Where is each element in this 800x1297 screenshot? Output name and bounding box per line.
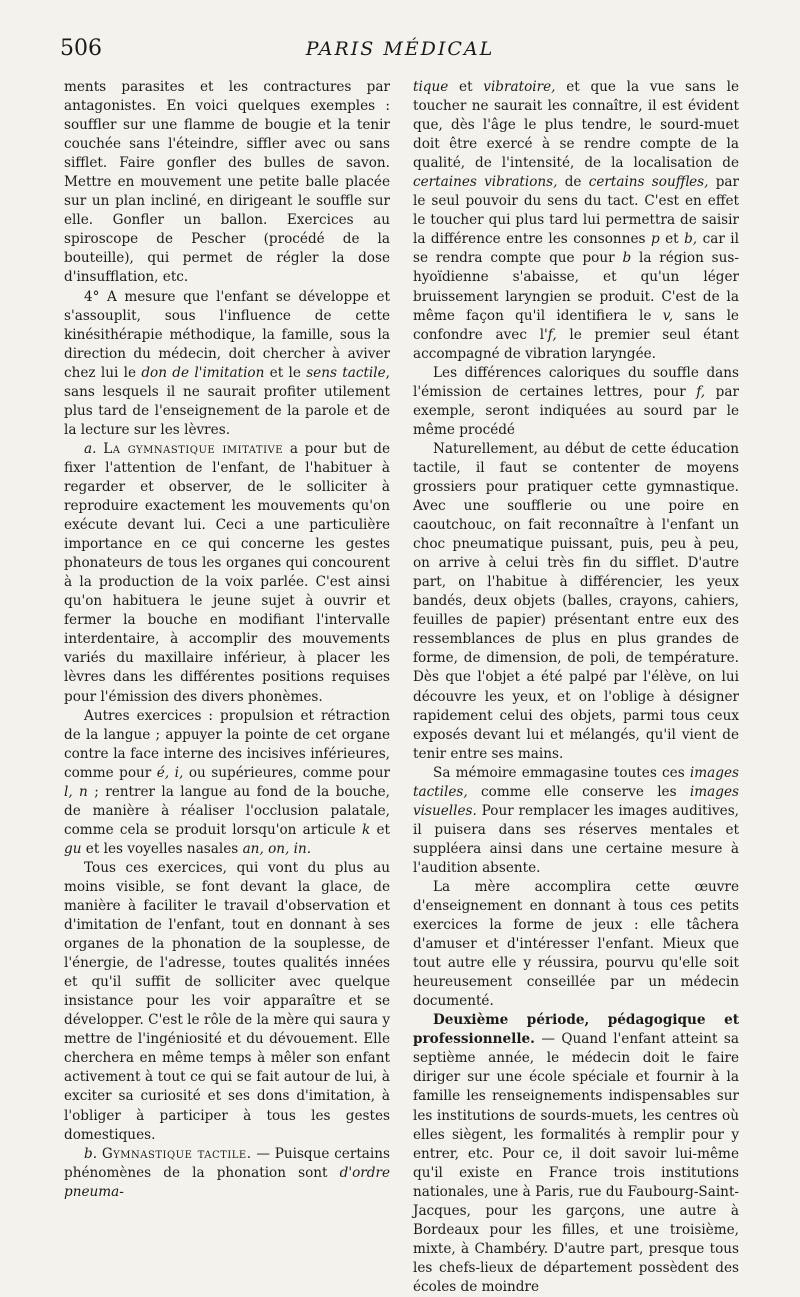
running-title: PARIS MÉDICAL — [305, 38, 495, 60]
right-column — [413, 78, 739, 1297]
page-number: 506 — [60, 36, 102, 61]
paragraph: Deuxième période, pédagogique et professionnelle. — Quand l'enfant atteint sa septième année, le médecin doit le faire diriger sur une école spéciale et fournir à la famille les renseignements indispensables sur les institutions de sourds-muets, les centres où elles siègent, les formalités à remplir pour y entrer, etc. Pour ce, il doit savoir lui-même qu'il existe en France trois institutions nationales, une à Paris, rue du Faubourg-Saint-Jacques, pour les garçons, une autre à Bordeaux pour les filles, et une troisième, mixte, à Chambéry. D'autre part, presque tous les chefs-lieux de département possèdent des écoles de moindre — [413, 1012, 739, 1295]
paragraph: Naturellement, au début de cette éducation tactile, il faut se contenter de moyens grossiers pour pratiquer cette gymnastique. Avec une soufflerie ou une poire en caoutchouc, on fait reconnaître à l'enfant un choc pneumatique puissant, puis, peu à peu, on arrive à celui très fin du sifflet. D'autre part, on l'habitue à différencier, les yeux bandés, deux objets (balles, crayons, cahiers, feuilles de papier) présentant entre eux des ressemblances de plus en plus grandes de forme, de dimension, de poli, de température. Dès que l'objet a été palpé par l'élève, on lui découvre les yeux, et on l'oblige à désigner rapidement celui des objets, parmi tous ceux exposés devant lui et mélangés, qu'il vient de tenir entre ses mains. — [413, 440, 739, 762]
paragraph: ments parasites et les contractures par antagonistes. En voici quelques exemples : souffler sur une flamme de bougie et la tenir couchée sans l'éteindre, siffler avec ou sans sifflet. Faire gonfler des bulles de savon. Mettre en mouvement une petite balle placée sur un plan incliné, en dirigeant le souffle sur elle. Gonfler un ballon. Exercices au spiroscope de Pescher (procédé de la bouteille), qui permet de régler la dose d'insufflation, etc. — [64, 79, 390, 286]
section-heading: Deuxième période, pédagogique et professionnelle. — [413, 1012, 739, 1048]
paragraph: b. Gymnastique tactile. — Puisque certains phénomènes de la phonation sont d'ordre pneuma- — [64, 1145, 390, 1200]
paragraph: Tous ces exercices, qui vont du plus au moins visible, se font devant la glace, de manière à faciliter le travail d'observation et d'imitation de l'enfant, tout en donnant à ses organes de la phonation de la souplesse, de l'énergie, de l'adresse, toutes qualités innées et qu'il suffit de solliciter avec quelque insistance pour les voir apparaître et se développer. C'est le rôle de la mère qui saura y mettre de l'ingéniosité et du dévouement. Elle cherchera en même temps à mêler son enfant activement à tout ce qui se fait autour de lui, à exciter sa curiosité et ses dons d'imitation, à l'obliger à participer à tous les gestes domestiques. — [64, 859, 390, 1143]
paragraph: a. La gymnastique imitative a pour but de fixer l'attention de l'enfant, de l'habituer à regarder et observer, de le solliciter à reproduire exactement les mouvements qu'on exécute devant lui. Ceci a une particulière importance en ce qui concerne les gestes phonateurs de tous les organes qui concourent à la production de la voix parlée. C'est ainsi qu'on habituera le jeune sujet à ouvrir et fermer la bouche en modifiant l'intervalle interdentaire, à accomplir des mouvements variés du maxillaire inférieur, à placer les lèvres dans les différentes positions requises pour l'émission des divers phonèmes. — [64, 440, 390, 705]
paragraph: Autres exercices : propulsion et rétraction de la langue ; appuyer la pointe de cet organe contre la face interne des incisives inférieures, comme pour é, i, ou supérieures, comme pour l, n ; rentrer la langue au fond de la bouche, de manière à réaliser l'occlusion palatale, comme cela se produit lorsqu'on articule k et gu et les voyelles nasales an, on, in. — [64, 707, 391, 857]
paragraph: 4° A mesure que l'enfant se développe et s'assouplit, sous l'influence de cette kinésithérapie méthodique, la famille, sous la direction du médecin, doit chercher à aviver chez lui le don de l'imitation et le sens tactile, sans lesquels il ne saurait profiter utilement plus tard de l'enseignement de la parole et de la lecture sur les lèvres. — [64, 288, 390, 438]
page-header — [60, 36, 740, 66]
paragraph: tique et vibratoire, et que la vue sans le toucher ne saurait les connaître, il est évident que, dès l'âge le plus tendre, le sourd-muet doit être exercé à se rendre compte de la qualité, de l'intensité, de la localisation de certaines vibrations, de certains souffles, par le seul pouvoir du sens du tact. C'est en effet le toucher qui plus tard lui permettra de saisir la différence entre les consonnes p et b, car il se rendra compte que pour b la région sus-hyoïdienne s'abaisse, et qu'un léger bruissement laryngien se produit. C'est de la même façon qu'il identifiera le v, sans le confondre avec l'f, le premier seul étant accompagné de vibration laryngée. — [413, 79, 740, 362]
paragraph: La mère accomplira cette œuvre d'enseignement en donnant à tous ces petits exercices la forme de jeux : elle tâchera d'amuser et d'intéresser l'enfant. Mieux que tout autre elle y réussira, pourvu qu'elle soit heureusement conseillée par un médecin documenté. — [413, 878, 739, 1010]
left-column — [64, 78, 390, 1202]
paragraph: Les différences caloriques du souffle dans l'émission de certaines lettres, pour f, par exemple, seront indiquées au sourd par le même procédé — [413, 364, 739, 438]
paragraph: Sa mémoire emmagasine toutes ces images tactiles, comme elle conserve les images visuelles. Pour remplacer les images auditives, il puisera dans ses réserves mentales et suppléera ainsi dans une certaine mesure à l'audition absente. — [413, 764, 739, 876]
section-heading: La gymnastique imitative — [103, 440, 284, 457]
section-heading: Gymnastique tactile. — [101, 1145, 252, 1162]
